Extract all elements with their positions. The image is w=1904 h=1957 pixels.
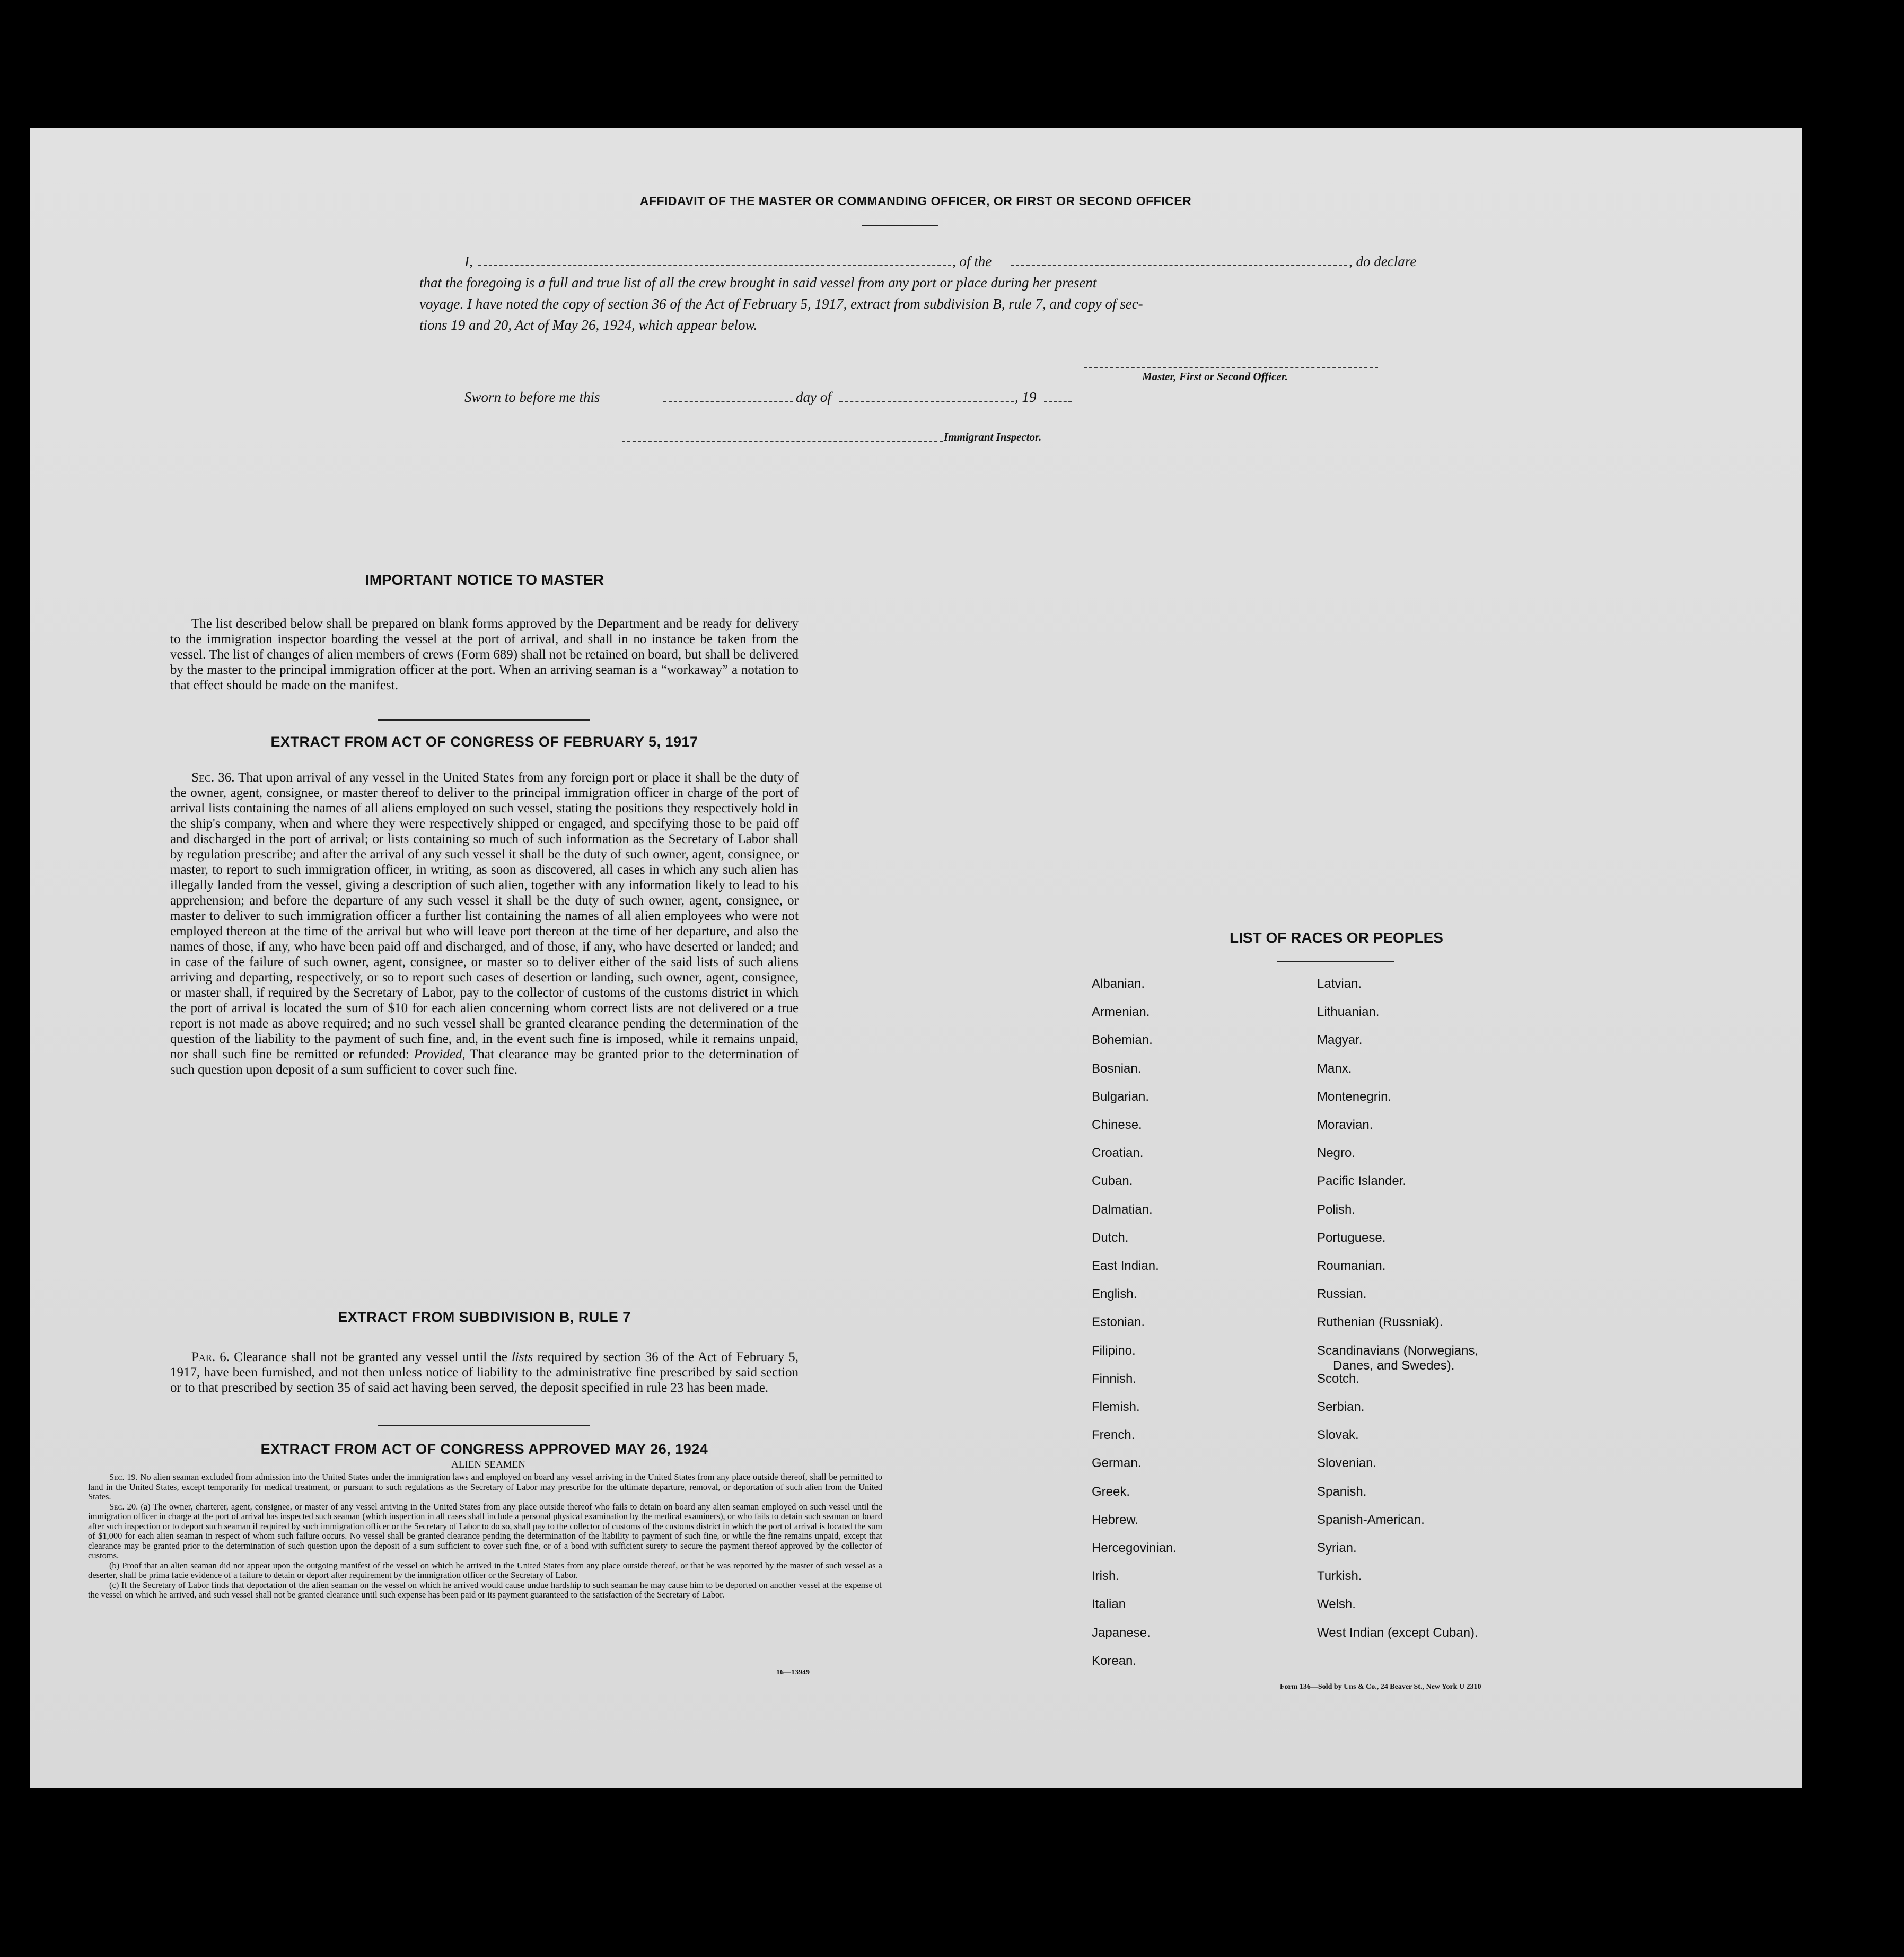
race-item: Turkish. (1317, 1569, 1362, 1584)
extract-rule7-title: EXTRACT FROM SUBDIVISION B, RULE 7 (338, 1309, 631, 1325)
races-column-1 (1092, 977, 1293, 1682)
race-item: Dalmatian. (1092, 1202, 1153, 1217)
year-blank[interactable] (1044, 401, 1072, 402)
race-item: Welsh. (1317, 1597, 1356, 1612)
race-item: Negro. (1317, 1146, 1356, 1161)
par-6-text (170, 1349, 799, 1396)
race-item: Italian (1092, 1597, 1126, 1612)
race-item: Greek. (1092, 1484, 1130, 1499)
extract-1917-title: EXTRACT FROM ACT OF CONGRESS OF FEBRUARY 5, 1917 (270, 734, 698, 750)
race-item: Magyar. (1317, 1033, 1363, 1048)
divider (378, 1425, 590, 1426)
vessel-blank[interactable] (1011, 265, 1347, 266)
race-item: Polish. (1317, 1202, 1356, 1217)
race-item: Bosnian. (1092, 1061, 1142, 1076)
affidavit-i: I, (464, 253, 473, 269)
section-20a (88, 1502, 882, 1561)
race-item: Slovak. (1317, 1428, 1359, 1443)
race-item: Finnish. (1092, 1371, 1137, 1386)
races-title: LIST OF RACES OR PEOPLES (1230, 929, 1443, 946)
race-item: Russian. (1317, 1287, 1367, 1302)
day-blank[interactable] (663, 401, 793, 402)
affidavit-declare: , do declare (1349, 253, 1417, 269)
race-item: French. (1092, 1428, 1135, 1443)
inspector-signature-line[interactable] (622, 441, 943, 442)
affidavit-of-the: , of the (952, 253, 992, 269)
race-item: Chinese. (1092, 1118, 1142, 1132)
race-item: Danes, and Swedes). (1333, 1358, 1455, 1373)
divider (378, 719, 590, 721)
race-item: Cuban. (1092, 1174, 1133, 1189)
extract-1924-title: EXTRACT FROM ACT OF CONGRESS APPROVED MAY 26, 1924 (260, 1441, 708, 1457)
section-36-text (170, 770, 799, 1077)
race-item: Spanish. (1317, 1484, 1367, 1499)
race-item: Hebrew. (1092, 1512, 1139, 1527)
race-item: Dutch. (1092, 1230, 1129, 1245)
race-item: West Indian (except Cuban). (1317, 1625, 1478, 1640)
section-20-label: Sec. 20. (109, 1501, 138, 1512)
master-signature-label: Master, First or Second Officer. (1142, 370, 1288, 383)
print-code: 16—13949 (776, 1669, 810, 1677)
affidavit-line3: voyage. I have noted the copy of section 36 of the Act of February 5, 1917, extract from subdivision B, rule 7, and copy of sec- (419, 296, 1143, 312)
affidavit-line1 (464, 253, 1437, 270)
race-item: Syrian. (1317, 1541, 1357, 1555)
race-item: English. (1092, 1287, 1137, 1302)
race-item: Moravian. (1317, 1118, 1373, 1132)
race-item: Flemish. (1092, 1400, 1140, 1414)
provided-label: Provided, (414, 1047, 466, 1061)
provided-text: That clearance may be granted prior to the determination of such question upon deposit of a sum sufficient to cover such fine. (170, 1047, 799, 1077)
race-item: Bohemian. (1092, 1033, 1153, 1048)
race-item: Scandinavians (Norwegians, (1317, 1343, 1479, 1358)
sworn-line (464, 389, 1127, 406)
master-signature-line[interactable] (1084, 367, 1378, 368)
lists-word: lists (511, 1350, 533, 1364)
race-item: German. (1092, 1456, 1142, 1471)
document-sheet (30, 128, 1802, 1788)
form-note: Form 136—Sold by Uns & Co., 24 Beaver St., New York U 2310 (1280, 1683, 1481, 1691)
race-item: Manx. (1317, 1061, 1352, 1076)
section-20b: (b) Proof that an alien seaman did not appear upon the outgoing manifest of the vessel on which he arrived in the United States from any place outside thereof, or that he was reported by the master of such vessel as a deserter, shall be prima facie evidence of a failure to detain or deport after requirement by the immigration officer or the Secretary of Labor. (88, 1560, 882, 1580)
section-20a-body: (a) The owner, charterer, agent, consignee, or master of any vessel arriving in the United States from any place outside thereof who fails to detain on board any alien seaman employed on such vessel until the immigration officer in charge at the port of arrival has inspected such seaman (which inspection in all cases shall include a personal physical examination by the medical examiners), or who fails to detain such seaman on board after such inspection or to deport such seaman if required by such immigration officer or the Secretary of Labor to do so, shall pay to the collector of customs of the customs district in which the port of arrival is located the sum of $1,000 for each alien seaman in respect of whom such failure occurs. No vessel shall be granted clearance pending the determination of the liability to payment of such fine, or while the fine remains unpaid, except that clearance may be granted prior to the determination of such question upon the deposit of a sum sufficient to cover such fine, or of a bond with sufficient surety to secure the payment thereof approved by the collector of customs. (88, 1501, 882, 1560)
divider (862, 225, 938, 226)
notice-title: IMPORTANT NOTICE TO MASTER (365, 572, 604, 588)
section-20c: (c) If the Secretary of Labor finds that deportation of the alien seaman on the vessel on which he arrived would cause undue hardship to such seaman he may cause him to be deported on another vessel at the expense of the vessel on which he arrived, and such vessel shall not be granted clearance until such expense has been paid or its payment guaranteed to the satisfaction of the Secretary of Labor. (88, 1579, 882, 1600)
race-item: Ruthenian (Russniak). (1317, 1315, 1443, 1330)
month-blank[interactable] (839, 401, 1014, 402)
section-19 (88, 1472, 882, 1502)
section-19-body: No alien seaman excluded from admission into the United States under the immigration laws and employed on board any vessel arriving in the United States from any place outside thereof, shall be permitted to land in the United States, except temporarily for medical treatment, or pursuant to such regulations as the Secretary of Labor may prescribe for the ultimate departure, removal, or deportation of such alien from the United States. (88, 1472, 882, 1502)
race-item: Korean. (1092, 1653, 1137, 1668)
sworn-before-label: Sworn to before me this (464, 389, 600, 405)
race-item: Bulgarian. (1092, 1089, 1150, 1104)
race-item: Filipino. (1092, 1343, 1136, 1358)
race-item: Japanese. (1092, 1625, 1151, 1640)
race-item: Estonian. (1092, 1315, 1145, 1330)
race-item: Latvian. (1317, 977, 1362, 991)
name-blank[interactable] (478, 265, 951, 266)
race-item: Hercegovinian. (1092, 1541, 1177, 1555)
section-36-label: Sec. 36. (191, 770, 235, 785)
races-column-2 (1317, 977, 1540, 1682)
affidavit-line2: that the foregoing is a full and true list of all the crew brought in said vessel from any port or place during her present (419, 275, 1097, 291)
race-item: Irish. (1092, 1569, 1120, 1584)
par-6-body-b: required by section 36 of the Act of February 5, 1917, have been furnished, and not then unless notice of liability to the administrative fine prescribed by said section or to that prescribed by section 35 of said act having been served, the deposit specified in rule 23 has been made. (170, 1350, 799, 1395)
race-item: Albanian. (1092, 977, 1145, 991)
race-item: Serbian. (1317, 1400, 1365, 1414)
par-6-body-a: Clearance shall not be granted any vessel until the (234, 1350, 507, 1364)
race-item: Roumanian. (1317, 1259, 1386, 1273)
alien-seamen-subtitle: ALIEN SEAMEN (451, 1459, 525, 1470)
year-label: , 19 (1015, 389, 1037, 405)
race-item: Lithuanian. (1317, 1005, 1380, 1020)
section-19-label: Sec. 19. (109, 1472, 138, 1482)
day-of-label: day of (796, 389, 831, 405)
sections-19-20-text (88, 1472, 882, 1600)
section-36-body: That upon arrival of any vessel in the United States from any foreign port or place it shall be the duty of the owner, agent, consignee, or master thereof to deliver to the principal immigration officer in charge of the port of arrival lists containing the names of all aliens employed on such vessel, stating the positions they respectively hold in the ship's company, when and where they were respectively shipped or engaged, and specifying those to be paid off and discharged in the port of arrival; or lists containing so much of such information as the Secretary of Labor shall by regulation prescribe; and after the arrival of any such vessel it shall be the duty of such owner, agent, consignee, or master, to report to such immigration officer, in writing, as soon as discovered, all cases in which any such alien has illegally landed from the vessel, giving a description of such alien, together with any information likely to lead to his apprehension; and before the departure of any such vessel it shall be the duty of such owner, agent, consignee, or master to deliver to such immigration officer a further list containing the names of all alien employees who were not employed thereon at the time of the arrival but who will leave port thereon at the time of her departure, and also the names of those, if any, who have been paid off and discharged, and of those, if any, who have deserted or landed; and in case of the failure of such owner, agent, consignee, or master so to deliver either of the said lists of such aliens arriving and departing, respectively, or so to report such cases of desertion or landing, such owner, agent, consignee, or master shall, if required by the Secretary of Labor, pay to the collector of customs of the customs district in which the port of arrival is located the sum of $10 for each alien concerning whom correct lists are not delivered or a true report is not made as above required; and no such vessel shall be granted clearance pending the determination of the question of the liability to the payment of such fine, and, in the event such fine is imposed, while it remains unpaid, nor shall such fine be remitted or refunded: (170, 770, 799, 1061)
race-item: Pacific Islander. (1317, 1174, 1407, 1189)
race-item: East Indian. (1092, 1259, 1159, 1273)
par-6-label: Par. 6. (191, 1350, 230, 1364)
notice-text: The list described below shall be prepared on blank forms approved by the Department and be ready for delivery to the immigration inspector boarding the vessel at the port of arrival, and shall in no instance be taken from the vessel. The list of changes of alien members of crews (Form 689) shall not be retained on board, but shall be delivered by the master to the principal immigration officer at the port. When an arriving seaman is a “workaway” a notation to that effect should be made on the manifest. (170, 617, 799, 692)
race-item: Spanish-American. (1317, 1512, 1425, 1527)
affidavit-title: AFFIDAVIT OF THE MASTER OR COMMANDING OFFICER, OR FIRST OR SECOND OFFICER (639, 194, 1192, 208)
race-item: Montenegrin. (1317, 1089, 1392, 1104)
race-item: Croatian. (1092, 1146, 1144, 1161)
race-item: Portuguese. (1317, 1230, 1386, 1245)
affidavit-line4: tions 19 and 20, Act of May 26, 1924, which appear below. (419, 317, 758, 333)
race-item: Slovenian. (1317, 1456, 1377, 1471)
inspector-label: Immigrant Inspector. (944, 431, 1042, 443)
race-item: Armenian. (1092, 1005, 1150, 1020)
race-item: Scotch. (1317, 1371, 1360, 1386)
divider (1277, 961, 1394, 962)
